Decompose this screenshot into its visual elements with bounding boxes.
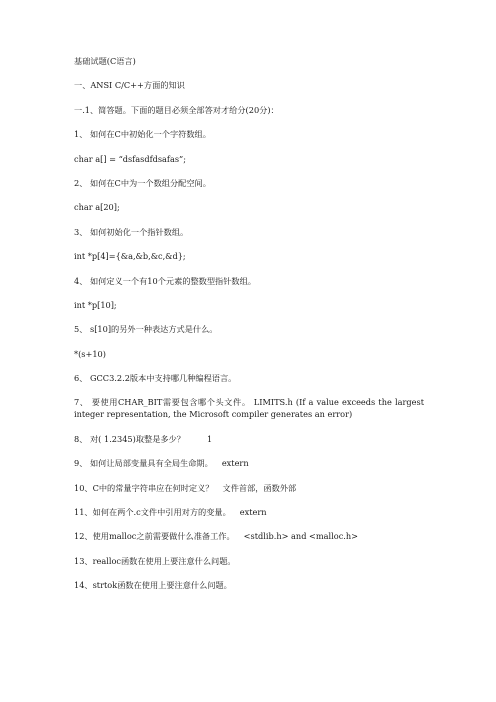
question-text: 5、 s[10]的另外一种表达方式是什么。 (74, 324, 218, 335)
question-text: 11、如何在两个.c文件中引用对方的变量。 (74, 507, 231, 518)
answer-text: char a[] = “dsfasdfdsafas”; (74, 153, 186, 164)
answer-text: 文件首部，函数外部 (222, 482, 297, 493)
question-text: 9、 如何让局部变量具有全局生命期。 (74, 458, 213, 469)
question-11 (74, 507, 424, 518)
question-10 (74, 483, 424, 494)
question-text: 6、 GCC3.2.2版本中支持哪几种编程语言。 (74, 373, 237, 384)
question-14 (74, 580, 424, 591)
answer-text: int *p[10]; (74, 299, 117, 310)
question-text: 4、 如何定义一个有10个元素的整数型指针数组。 (74, 275, 256, 286)
answer-5 (74, 349, 424, 360)
answer-3 (74, 251, 424, 262)
answer-4 (74, 300, 424, 311)
question-text: 8、 对( 1.2345)取整是多少？ (74, 433, 185, 444)
question-7 (74, 397, 424, 420)
question-text: 12、使用malloc之前需要做什么准备工作。 (74, 531, 235, 542)
question-1 (74, 129, 424, 140)
question-9 (74, 458, 424, 469)
answer-text: extern (239, 507, 267, 518)
answer-text: char a[20]; (74, 202, 120, 213)
question-4 (74, 276, 424, 287)
question-6 (74, 373, 424, 384)
question-text: 14、strtok函数在使用上要注意什么问题。 (74, 580, 232, 591)
question-text: 13、realloc函数在使用上要注意什么问题。 (74, 555, 236, 566)
answer-text: int *p[4]={&a,&b,&c,&d}; (74, 251, 186, 262)
question-text: 10、C中的常量字符串应在何时定义？ (74, 482, 214, 493)
question-text: 3、 如何初始化一个指针数组。 (74, 226, 189, 237)
question-3 (74, 227, 424, 238)
document-page (74, 56, 424, 605)
answer-2 (74, 202, 424, 213)
question-8 (74, 434, 424, 445)
answer-text: <stdlib.h> and <malloc.h> (243, 531, 359, 542)
answer-text: 1 (206, 433, 213, 444)
question-text: 1、 如何在C中初始化一个字符数组。 (74, 129, 211, 140)
question-text: 7、 要使用CHAR_BIT需要包含哪个头文件。 LIMITS.h (If a value exceeds the largest integer representation, the Microsoft compiler generates an error) (74, 397, 424, 419)
section-heading: 一、ANSI C/C++方面的知识 (74, 80, 185, 91)
question-13 (74, 556, 424, 567)
answer-text: *(s+10) (74, 348, 106, 359)
answer-1 (74, 154, 424, 165)
question-2 (74, 178, 424, 189)
subsection-heading: 一.1、简答题。下面的题目必须全部答对才给分(20分)： (74, 104, 279, 115)
question-text: 2、 如何在C中为一个数组分配空间。 (74, 177, 211, 188)
question-12 (74, 531, 424, 542)
answer-text: extern (221, 458, 249, 469)
question-5 (74, 324, 424, 335)
document-title: 基础试题(C语言) (74, 56, 136, 66)
